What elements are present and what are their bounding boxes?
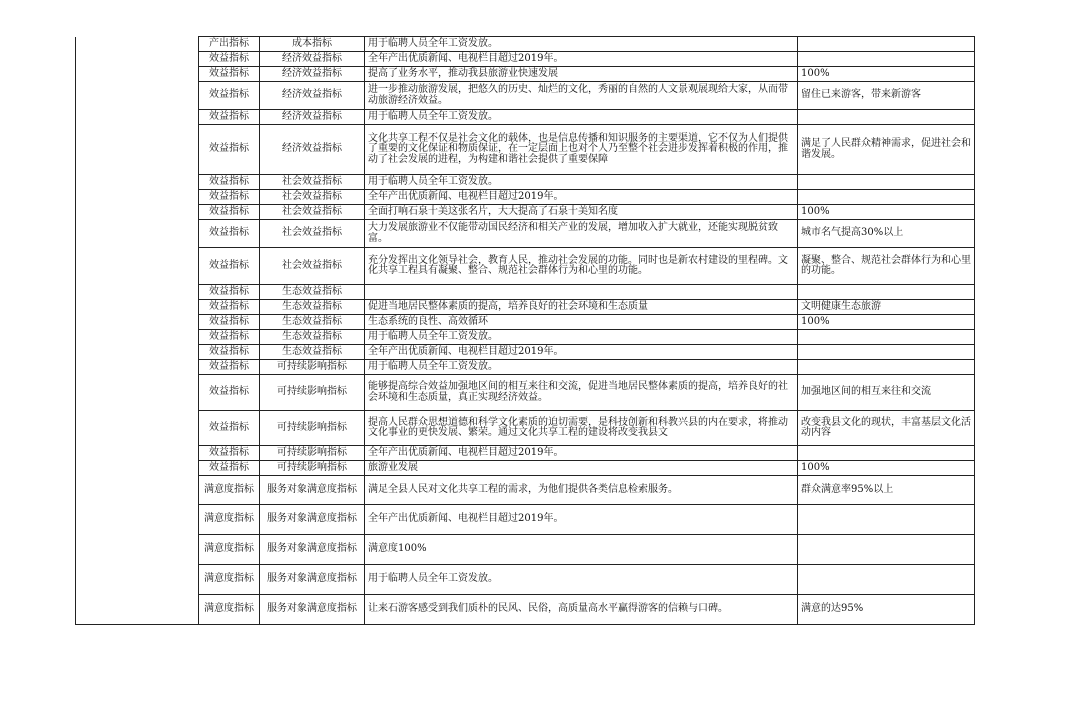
- table-row: [76, 175, 975, 190]
- table-row: [76, 446, 975, 461]
- performance-indicator-table: [75, 36, 975, 625]
- indicator-value-cell: 加强地区间的相互来往和交流: [798, 375, 975, 411]
- blank-cell: [76, 110, 199, 125]
- blank-cell: [76, 330, 199, 345]
- indicator-content-cell: 全年产出优质新闻、电视栏目超过2019年。: [365, 190, 798, 205]
- indicator-subcategory-cell: 经济效益指标: [260, 125, 365, 175]
- indicator-category-cell: 效益指标: [199, 205, 260, 220]
- indicator-subcategory-cell: 可持续影响指标: [260, 446, 365, 461]
- indicator-content-cell: 用于临聘人员全年工资发放。: [365, 330, 798, 345]
- indicator-value-cell: 100%: [798, 315, 975, 330]
- indicator-category-cell: 效益指标: [199, 375, 260, 411]
- indicator-value-cell: [798, 535, 975, 565]
- blank-cell: [76, 505, 199, 535]
- table-row: [76, 476, 975, 505]
- table-row: [76, 535, 975, 565]
- indicator-category-cell: 效益指标: [199, 411, 260, 446]
- table-row: [76, 411, 975, 446]
- blank-cell: [76, 285, 199, 300]
- indicator-subcategory-cell: 社会效益指标: [260, 220, 365, 248]
- blank-cell: [76, 205, 199, 220]
- indicator-content-cell: 充分发挥出文化领导社会，教育人民，推动社会发展的功能。同时也是新农村建设的里程碑。文化共享工程具有凝聚、整合、规范社会群体行为和心里的功能。: [365, 248, 798, 285]
- blank-cell: [76, 315, 199, 330]
- indicator-content-cell: 提高人民群众思想道德和科学文化素质的迫切需要，是科技创新和科教兴县的内在要求，将推动文化事业的更快发展、繁荣。通过文化共享工程的建设将改变我县文: [365, 411, 798, 446]
- indicator-content-cell: 让来石游客感受到我们质朴的民风、民俗，高质量高水平赢得游客的信赖与口碑。: [365, 595, 798, 625]
- indicator-content-cell: 用于临聘人员全年工资发放。: [365, 565, 798, 595]
- indicator-subcategory-cell: 社会效益指标: [260, 175, 365, 190]
- indicator-category-cell: 效益指标: [199, 345, 260, 360]
- table-row: [76, 595, 975, 625]
- indicator-category-cell: 满意度指标: [199, 565, 260, 595]
- indicator-content-cell: 生态系统的良性、高效循环: [365, 315, 798, 330]
- indicator-value-cell: 凝聚、整合、规范社会群体行为和心里的功能。: [798, 248, 975, 285]
- indicator-subcategory-cell: 服务对象满意度指标: [260, 535, 365, 565]
- blank-cell: [76, 190, 199, 205]
- table-body: [76, 37, 975, 625]
- indicator-value-cell: 城市名气提高30%以上: [798, 220, 975, 248]
- indicator-subcategory-cell: 社会效益指标: [260, 190, 365, 205]
- indicator-value-cell: 改变我县文化的现状，丰富基层文化活动内容: [798, 411, 975, 446]
- indicator-value-cell: 满意的达95%: [798, 595, 975, 625]
- indicator-category-cell: 效益指标: [199, 285, 260, 300]
- table-row: [76, 248, 975, 285]
- indicator-value-cell: [798, 360, 975, 375]
- blank-cell: [76, 248, 199, 285]
- indicator-content-cell: [365, 285, 798, 300]
- table-row: [76, 220, 975, 248]
- table-row: [76, 461, 975, 476]
- table-row: [76, 67, 975, 82]
- table-row: [76, 360, 975, 375]
- blank-cell: [76, 476, 199, 505]
- indicator-category-cell: 满意度指标: [199, 505, 260, 535]
- table-row: [76, 505, 975, 535]
- indicator-content-cell: 全年产出优质新闻、电视栏目超过2019年。: [365, 345, 798, 360]
- blank-cell: [76, 446, 199, 461]
- table-row: [76, 205, 975, 220]
- indicator-content-cell: 用于临聘人员全年工资发放。: [365, 175, 798, 190]
- indicator-value-cell: [798, 285, 975, 300]
- table-row: [76, 125, 975, 175]
- indicator-value-cell: [798, 110, 975, 125]
- indicator-subcategory-cell: 服务对象满意度指标: [260, 565, 365, 595]
- indicator-content-cell: 提高了业务水平，推动我县旅游业快速发展: [365, 67, 798, 82]
- blank-cell: [76, 125, 199, 175]
- indicator-subcategory-cell: 服务对象满意度指标: [260, 505, 365, 535]
- blank-cell: [76, 595, 199, 625]
- indicator-content-cell: 促进当地居民整体素质的提高，培养良好的社会环境和生态质量: [365, 300, 798, 315]
- indicator-subcategory-cell: 生态效益指标: [260, 300, 365, 315]
- indicator-subcategory-cell: 社会效益指标: [260, 205, 365, 220]
- indicator-category-cell: 效益指标: [199, 220, 260, 248]
- indicator-subcategory-cell: 经济效益指标: [260, 110, 365, 125]
- table-row: [76, 52, 975, 67]
- indicator-value-cell: [798, 175, 975, 190]
- indicator-category-cell: 满意度指标: [199, 595, 260, 625]
- indicator-content-cell: 全年产出优质新闻、电视栏目超过2019年。: [365, 446, 798, 461]
- indicator-value-cell: 满足了人民群众精神需求，促进社会和谐发展。: [798, 125, 975, 175]
- indicator-content-cell: 全年产出优质新闻、电视栏目超过2019年。: [365, 505, 798, 535]
- indicator-subcategory-cell: 服务对象满意度指标: [260, 476, 365, 505]
- table-row: [76, 110, 975, 125]
- table-row: [76, 345, 975, 360]
- indicator-content-cell: 用于临聘人员全年工资发放。: [365, 37, 798, 52]
- indicator-category-cell: 效益指标: [199, 190, 260, 205]
- indicator-subcategory-cell: 生态效益指标: [260, 285, 365, 300]
- blank-cell: [76, 300, 199, 315]
- indicator-category-cell: 满意度指标: [199, 476, 260, 505]
- blank-cell: [76, 411, 199, 446]
- indicator-content-cell: 用于临聘人员全年工资发放。: [365, 110, 798, 125]
- blank-cell: [76, 82, 199, 110]
- indicator-value-cell: 100%: [798, 205, 975, 220]
- indicator-category-cell: 效益指标: [199, 125, 260, 175]
- indicator-value-cell: [798, 330, 975, 345]
- indicator-value-cell: [798, 565, 975, 595]
- indicator-category-cell: 效益指标: [199, 446, 260, 461]
- table-row: [76, 300, 975, 315]
- indicator-value-cell: [798, 37, 975, 52]
- indicator-content-cell: 全面打响石泉十美这张名片，大大提高了石泉十美知名度: [365, 205, 798, 220]
- indicator-subcategory-cell: 经济效益指标: [260, 82, 365, 110]
- indicator-value-cell: 留住已来游客，带来新游客: [798, 82, 975, 110]
- blank-cell: [76, 565, 199, 595]
- indicator-value-cell: 100%: [798, 67, 975, 82]
- indicator-value-cell: 群众满意率95%以上: [798, 476, 975, 505]
- indicator-subcategory-cell: 可持续影响指标: [260, 461, 365, 476]
- blank-cell: [76, 175, 199, 190]
- indicator-content-cell: 全年产出优质新闻、电视栏目超过2019年。: [365, 52, 798, 67]
- indicator-value-cell: [798, 190, 975, 205]
- indicator-value-cell: [798, 446, 975, 461]
- indicator-subcategory-cell: 社会效益指标: [260, 248, 365, 285]
- indicator-category-cell: 效益指标: [199, 248, 260, 285]
- blank-cell: [76, 345, 199, 360]
- indicator-subcategory-cell: 可持续影响指标: [260, 375, 365, 411]
- indicator-category-cell: 产出指标: [199, 37, 260, 52]
- blank-cell: [76, 52, 199, 67]
- table-row: [76, 315, 975, 330]
- indicator-category-cell: 效益指标: [199, 461, 260, 476]
- table-row: [76, 37, 975, 52]
- indicator-content-cell: 能够提高综合效益加强地区间的相互来往和交流，促进当地居民整体素质的提高，培养良好的社会环境和生态质量，真正实现经济效益。: [365, 375, 798, 411]
- indicator-subcategory-cell: 生态效益指标: [260, 330, 365, 345]
- table-row: [76, 82, 975, 110]
- indicator-subcategory-cell: 可持续影响指标: [260, 411, 365, 446]
- indicator-value-cell: 100%: [798, 461, 975, 476]
- indicator-category-cell: 效益指标: [199, 110, 260, 125]
- indicator-subcategory-cell: 成本指标: [260, 37, 365, 52]
- indicator-subcategory-cell: 生态效益指标: [260, 345, 365, 360]
- blank-cell: [76, 67, 199, 82]
- indicator-content-cell: 满足全县人民对文化共享工程的需求，为他们提供各类信息检索服务。: [365, 476, 798, 505]
- indicator-content-cell: 满意度100%: [365, 535, 798, 565]
- indicator-category-cell: 效益指标: [199, 175, 260, 190]
- indicator-content-cell: 大力发展旅游业不仅能带动国民经济和相关产业的发展，增加收入扩大就业，还能实现脱贫致富。: [365, 220, 798, 248]
- table-row: [76, 330, 975, 345]
- blank-cell: [76, 220, 199, 248]
- indicator-value-cell: [798, 52, 975, 67]
- indicator-category-cell: 效益指标: [199, 360, 260, 375]
- indicator-category-cell: 效益指标: [199, 67, 260, 82]
- indicator-content-cell: 进一步推动旅游发展，把悠久的历史、灿烂的文化，秀丽的自然的人文景观展现给大家，从而带动旅游经济效益。: [365, 82, 798, 110]
- indicator-subcategory-cell: 可持续影响指标: [260, 360, 365, 375]
- table-row: [76, 285, 975, 300]
- indicator-category-cell: 效益指标: [199, 52, 260, 67]
- indicator-content-cell: 旅游业发展: [365, 461, 798, 476]
- indicator-content-cell: 用于临聘人员全年工资发放。: [365, 360, 798, 375]
- indicator-category-cell: 效益指标: [199, 82, 260, 110]
- indicator-content-cell: 文化共享工程不仅是社会文化的载体，也是信息传播和知识服务的主要渠道，它不仅为人们提供了重要的文化保证和物质保证，在一定层面上也对个人乃至整个社会进步发挥着积极的作用，推动了社会发展的进程，为构建和谐社会提供了重要保障: [365, 125, 798, 175]
- blank-cell: [76, 461, 199, 476]
- blank-cell: [76, 360, 199, 375]
- table-row: [76, 375, 975, 411]
- indicator-value-cell: [798, 505, 975, 535]
- blank-cell: [76, 37, 199, 52]
- table-row: [76, 565, 975, 595]
- indicator-subcategory-cell: 经济效益指标: [260, 67, 365, 82]
- table-row: [76, 190, 975, 205]
- indicator-category-cell: 满意度指标: [199, 535, 260, 565]
- indicator-value-cell: [798, 345, 975, 360]
- indicator-category-cell: 效益指标: [199, 300, 260, 315]
- indicator-category-cell: 效益指标: [199, 330, 260, 345]
- indicator-subcategory-cell: 生态效益指标: [260, 315, 365, 330]
- indicator-subcategory-cell: 经济效益指标: [260, 52, 365, 67]
- blank-cell: [76, 535, 199, 565]
- indicator-category-cell: 效益指标: [199, 315, 260, 330]
- indicator-value-cell: 文明健康生态旅游: [798, 300, 975, 315]
- blank-cell: [76, 375, 199, 411]
- indicator-subcategory-cell: 服务对象满意度指标: [260, 595, 365, 625]
